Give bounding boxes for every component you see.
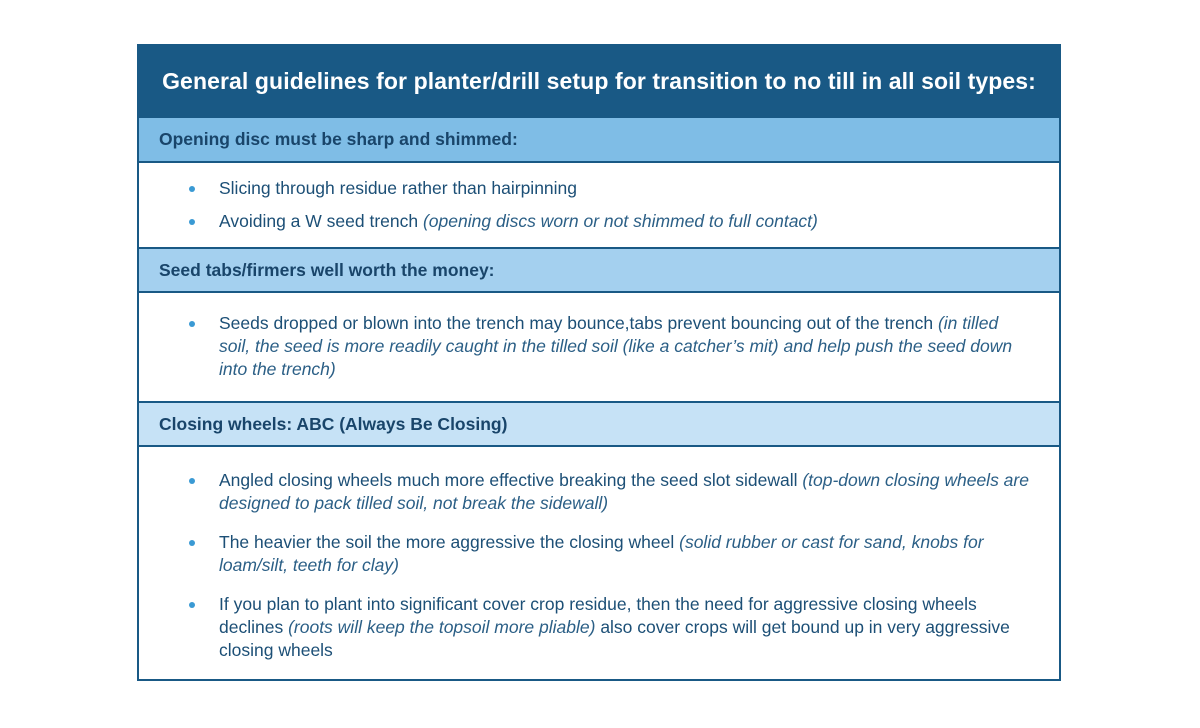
- item-note: (solid rubber or cast for sand, knobs for loam/silt, teeth for clay): [219, 532, 984, 575]
- item-text: Angled closing wheels much more effective breaking the seed slot sidewall: [219, 470, 803, 490]
- item-text: Slicing through residue rather than hairpinning: [219, 178, 578, 198]
- bullet-dot-icon: [189, 540, 195, 546]
- bullet-dot-icon: [189, 219, 195, 225]
- item-text: The heavier the soil the more aggressive the closing wheel: [219, 532, 680, 552]
- section-body-closing-wheels: [139, 469, 1059, 678]
- section-body-opening-disc: [139, 177, 1059, 243]
- bullet-dot-icon: [189, 186, 195, 192]
- section-heading-seed-tabs: Seed tabs/firmers well worth the money:: [139, 247, 1059, 293]
- list-item: [139, 469, 1059, 515]
- section-heading-closing-wheels: Closing wheels: ABC (Always Be Closing): [139, 401, 1059, 447]
- item-text: If you plan to plant into significant cover crop residue, then the need for aggressive closing wheels declines: [219, 594, 977, 637]
- item-text-after: also cover crops will get bound up in very aggressive closing wheels: [219, 617, 1010, 660]
- item-note: (in tilled soil, the seed is more readily caught in the tilled soil (like a catcher’s mit) and help push the seed down into the trench): [219, 313, 1013, 379]
- section-heading-opening-disc: Opening disc must be sharp and shimmed:: [139, 116, 1059, 163]
- list-item: [139, 531, 1059, 577]
- item-note: (top-down closing wheels are designed to pack tilled soil, not break the sidewall): [219, 470, 1029, 513]
- list-item: [139, 177, 1059, 200]
- card-title: General guidelines for planter/drill setup for transition to no till in all soil types:: [162, 67, 1036, 94]
- bullet-list: [139, 469, 1059, 662]
- item-text: Seeds dropped or blown into the trench may bounce,tabs prevent bouncing out of the trench: [219, 313, 938, 333]
- guidelines-card: [137, 44, 1061, 681]
- section-body-seed-tabs: [139, 312, 1059, 381]
- item-note: (opening discs worn or not shimmed to full contact): [422, 211, 818, 231]
- title-bar: [139, 46, 1059, 116]
- bullet-dot-icon: [189, 478, 195, 484]
- bullet-dot-icon: [189, 321, 195, 327]
- list-item: [139, 312, 1059, 381]
- bullet-list: [139, 312, 1059, 381]
- item-note: (roots will keep the topsoil more pliable): [288, 617, 596, 637]
- list-item: [139, 210, 1059, 233]
- bullet-dot-icon: [189, 602, 195, 608]
- bullet-list: [139, 177, 1059, 233]
- list-item: [139, 593, 1059, 662]
- item-text: Avoiding a W seed trench: [219, 211, 423, 231]
